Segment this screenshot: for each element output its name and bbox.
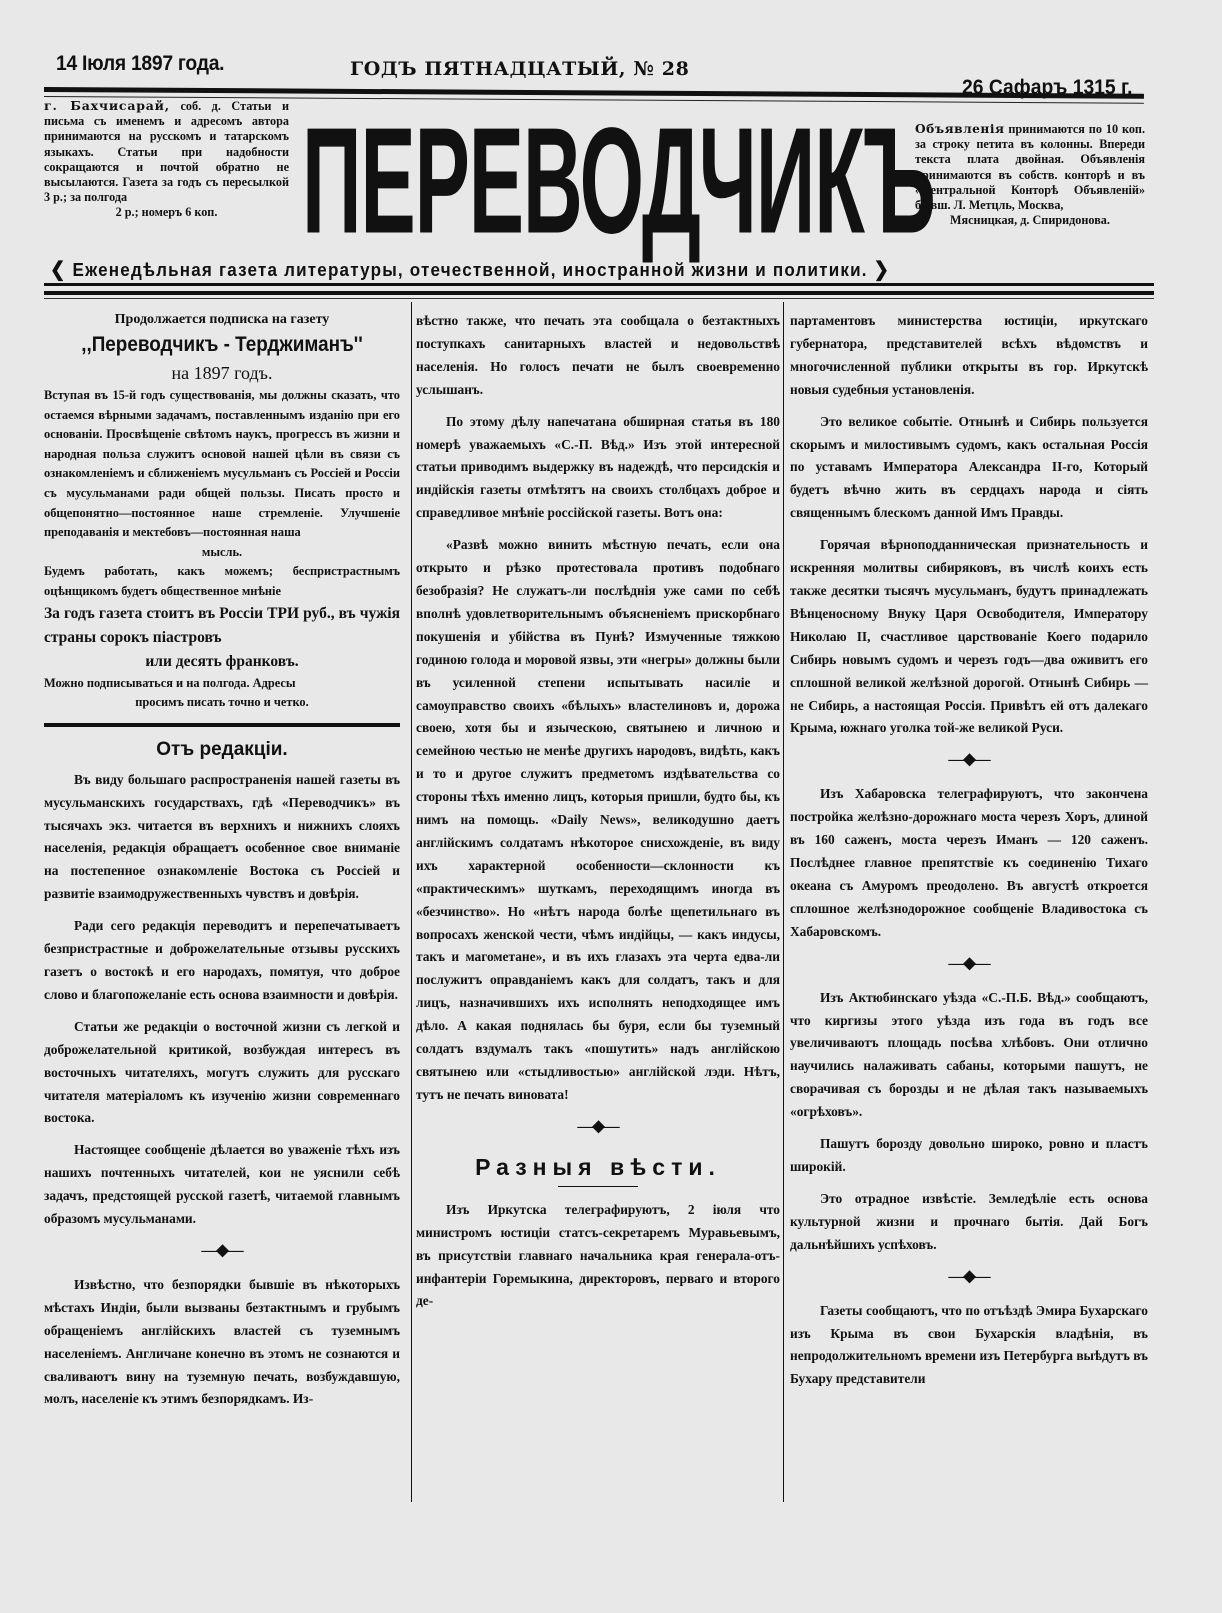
advertising-text: принимаются по 10 коп. за строку петита въ колонны. Впереди текста плата двойная. Объявленія принимаются въ собств. конторѣ и въ «Центральной Конторѣ Объявленій» бывш. Л. Метцль, Москва, [915, 122, 1146, 213]
subscription-paragraph-3-end: просимъ писать точно и четко. [135, 695, 309, 710]
publisher-info-text: соб. д. Статьи и письма съ именемъ и адресомъ автора принимаются на русскомъ и татарскомъ языкахъ. Статьи при надобности сокращаются и почтой обратно не высылаются. Газета за годъ съ пересылкой 3 р.; за полгода [44, 99, 290, 205]
price-line-end: или десять франковъ. [145, 652, 299, 670]
irkutsk-news-paragraph: Изъ Иркутска телеграфируютъ, 2 іюля что министромъ юстиціи статсъ-секретаремъ Муравьевымъ, въ присутствіи главнаго начальника края генерала-отъ-инфантеріи Горемыкина, директоровъ, перваго и второго де- [416, 1201, 780, 1309]
ornament-divider-icon: —◆— [948, 954, 990, 972]
news-title-underline [558, 1186, 638, 1187]
article-paragraph: По этому дѣлу напечатана обширная статья въ 180 номерѣ уважаемыхъ «С.-П. Вѣд.» Изъ этой интересной статьи приводимъ выдержку въ надеждѣ, что персидскія и индійскія газеты отмѣтятъ на своихъ столбцахъ доброе и справедливое мнѣніе россійской газеты. Вотъ она: [416, 413, 780, 521]
subscription-paragraph: Вступая въ 15-й годъ существованія, мы должны сказать, что остаемся вѣрными задачамъ, поставленнымъ изданію при его основаніи. Просвѣщеніе свѣтомъ наукъ, прогрессъ въ жизни и народная польза служитъ основой нашей цѣли въ связи съ ознакомленіемъ и сближеніемъ мусульманъ съ Россіей и Россіи съ мусульманами ради общей пользы. Писать просто и общепонятно—постоянное наше стремленіе. Улучшеніе преподаванія и мектебовъ—постоянная наша [44, 388, 400, 540]
hijri-date: 26 Сафаръ 1315 г. [962, 76, 1133, 99]
ornament-divider-icon: —◆— [201, 1241, 243, 1259]
ornament-right-icon: ❯ [873, 259, 891, 281]
subscription-newspaper-name: ,,Переводчикъ - Терджиманъ'' [81, 333, 363, 356]
news-paragraph: Это великое событіе. Отнынѣ и Сибирь пользуется скорымъ и милостивымъ судомъ, какъ остальная Россія по уставамъ Императора Александра II-го, Который будетъ вѣчно жить въ сердцахъ народа и сіять священнымъ блескомъ данной Имъ Правды. [790, 413, 1148, 521]
article-paragraph: вѣстно также, что печать эта сообщала о безтактныхъ поступкахъ санитарныхъ властей и недовольствѣ населенія. Но голосъ печати не былъ своевременно услышанъ. [416, 313, 780, 397]
editorial-paragraph: Въ виду большаго распространенія нашей газеты въ мусульманскихъ государствахъ, гдѣ «Переводчикъ» въ тысячахъ экз. читается въ верхнихъ и нижнихъ слояхъ населенія, редакція обращаетъ особенное свое вниманіе на постепенное ознакомленіе Востока съ Россіей и развитіе взаимодружественныхъ чувствъ и довѣрія. [44, 771, 400, 902]
news-paragraph: партаментовъ министерства юстиціи, иркутскаго губернатора, представителей всѣхъ вѣдомствъ и многочисленной публики открыты въ гор. Иркутскѣ новыя судебныя установленія. [790, 313, 1148, 397]
header-rule-thick [44, 291, 1154, 295]
header-rule [44, 283, 1154, 286]
khabarovsk-news-paragraph: Изъ Хабаровска телеграфируютъ, что закончена постройка желѣзно-дорожнаго моста черезъ Хоръ, длиной въ 160 саженъ, моста черезъ Иманъ — 120 саженъ. Послѣднее главное препятствіе къ соединенію Тихаго океана съ Амуромъ преодолено. Въ августѣ откроется сплошное желѣзнодорожное сообщеніе Владивостока съ Хабаровскомъ. [790, 786, 1148, 939]
publisher-info-box [44, 98, 289, 221]
subscription-paragraph-end: мысль. [201, 544, 243, 559]
column-divider [783, 302, 784, 1502]
ornament-divider-icon: —◆— [948, 751, 990, 769]
ornament-divider-icon: —◆— [577, 1117, 619, 1135]
advertising-lead: Объявленія [915, 122, 1005, 136]
subscription-paragraph-3: Можно подписываться и на полгода. Адресы [44, 675, 296, 690]
editorial-paragraph: Ради сего редакція переводитъ и перепечатываетъ безпристрастные и доброжелательные отзывы русскихъ газетъ о востокѣ и его народахъ, помятуя, что доброе слово и благопожеланіе есть основа взаимности и довѣрія. [44, 918, 400, 1002]
column-3 [790, 310, 1148, 1400]
aktyubinsk-news-paragraph: Это отрадное извѣстіе. Земледѣліе есть основа культурной жизни и прочнаго бытія. Дай Богъ дальнѣйшихъ успѣховъ. [790, 1190, 1148, 1252]
aktyubinsk-news-paragraph: Изъ Актюбинскаго уѣзда «С.-П.Б. Вѣд.» сообщаютъ, что киргизы этого уѣзда изъ года въ годъ все увеличиваютъ площадь посѣва хлѣбовъ. Они отлично научились налаживать сабаны, которыми пашутъ, не сворачивая съ борозды и не дѣлая такъ называемыхъ «огрѣховъ». [790, 989, 1148, 1120]
ornament-divider-icon: —◆— [948, 1267, 990, 1285]
ornament-left-icon: ❮ [50, 259, 67, 281]
aktyubinsk-news-paragraph: Пашутъ борозду довольно широко, ровно и пластъ широкій. [790, 1136, 1148, 1174]
header-rule-thin [44, 298, 1154, 299]
newspaper-subtitle: Еженедѣльная газета литературы, отечественной, иностранной жизни и политики. [72, 259, 868, 280]
gregorian-date: 14 Іюля 1897 года. [56, 52, 225, 75]
editorial-paragraph: Статьи же редакціи о восточной жизни съ легкой и доброжелательной критикой, возбуждая интересъ въ восточныхъ читателяхъ, могутъ служить для русскаго читателя матеріаломъ къ изученію жизни современнаго востока. [44, 1018, 400, 1126]
editorial-title: Отъ редакціи. [156, 738, 288, 760]
subscription-paragraph-2: Будемъ работать, какъ можемъ; беспристрастнымъ оцѣнщикомъ будетъ общественное мнѣніе [44, 564, 400, 598]
bukhara-news-paragraph: Газеты сообщаютъ, что по отъѣздѣ Эмира Бухарскаго изъ Крыма въ свои Бухарскія владѣнія, въ непродолжительномъ времени изъ Петербурга выѣдутъ въ Бухару представители [790, 1302, 1148, 1387]
article-quote: «Развѣ можно винить мѣстную печать, если она открыто и рѣзко протестовала противъ подобнаго безобразія? Не служатъ-ли послѣднія уже сами по себѣ вполнѣ удовлетворительнымъ объясненіемъ прискорбнаго покушенія и убійства въ Пунѣ? Измученные тяжкою годиною голода и моровой язвы, эти «негры» должны были въ усиленной степени испытывать насиліе и самоуправство своихъ «бѣлыхъ» властелиновъ и, дорожа своею, хотя бы и языческою, святынею и личною и семейною честью не менѣе другихъ народовъ, видѣть, какъ и то и другое служитъ предметомъ издѣвательства со стороны тѣхъ именно лицъ, которыя пришли, будто бы, къ нимъ на помощь. «Daily News», великодушно даетъ англійскимъ солдатамъ нѣкоторое снисхожденіе, въ виду ихъ характерной особенности—склонности къ «практическимъ» шуткамъ, переходящимъ иногда въ «безчинство». Но «нѣтъ народа болѣе щепетильнаго въ вопросахъ женской чести, чѣмъ индійцы, — какъ индусы, такъ и магометане», и въ ихъ глазахъ эта черта едва-ли послужитъ оправданіемъ какъ для солдатъ, такъ и для лицъ, назначившихъ ихъ исполнять неподходящее имъ дѣло. А какая поднялась бы буря, если бы туземный солдатъ вздумалъ такъ «пошутить» надъ англійскою святынею или «стыдливостью» англійской лэди. Нѣтъ, тутъ не печать виновата! [416, 537, 780, 1102]
price-line: За годъ газета стоитъ въ Россіи ТРИ руб., въ чужія страны сорокъ піастровъ [44, 604, 400, 646]
india-article-paragraph: Извѣстно, что безпорядки бывшіе въ нѣкоторыхъ мѣстахъ Индіи, были вызваны безтактнымъ и грубымъ обращеніемъ англійскихъ властей съ туземнымъ населеніемъ. Англичане конечно въ этомъ не сознаются и сваливаютъ вину на туземную печать, возбуждавшую, молъ, населеніе къ этимъ безпорядкамъ. Из- [44, 1276, 400, 1407]
subscription-intro: Продолжается подписка на газету [114, 312, 330, 327]
news-paragraph: Горячая вѣрноподданническая признательность и искренняя молитвы сибиряковъ, въ числѣ коихъ есть также десятки тысячъ мусульманъ, будутъ принадлежать Вѣнценосному Внуку Царя Освободителя, Императору Николаю II, счастливое царствованіе Коего подарило Сибирь новымъ судомъ и черезъ годъ—два оживитъ его сплошной великой желѣзной дорогой. Отнынѣ Сибирь — не Сибирь, а настоящая Россія. Привѣтъ ей отъ далекаго Крыма, южнаго уголка той-же великой Руси. [790, 537, 1148, 736]
publisher-info-price: 2 р.; номеръ 6 коп. [115, 205, 218, 220]
year-issue-number: ГОДЪ ПЯТНАДЦАТЫЙ, № 28 [350, 58, 690, 80]
newspaper-title: ПЕРЕВОДЧИКЪ [302, 96, 935, 266]
news-section-title: Разныя вѣсти. [475, 1153, 721, 1180]
advertising-info-box [915, 122, 1145, 228]
column-divider [411, 302, 412, 1502]
advertising-address: Мясницкая, д. Спиридонова. [950, 213, 1110, 228]
column-1 [44, 310, 400, 1420]
column-2 [416, 310, 780, 1322]
subscription-year: на 1897 годъ. [171, 363, 273, 383]
city-label: г. Бахчисарай, [44, 98, 170, 113]
section-rule [44, 723, 400, 727]
newspaper-subtitle-line [50, 257, 1062, 282]
editorial-paragraph: Настоящее сообщеніе дѣлается во уваженіе тѣхъ изъ нашихъ почтенныхъ читателей, кои не уяснили себѣ задачъ, предстоящей русской газетѣ, читаемой главнымъ образомъ мусульманами. [44, 1142, 400, 1227]
